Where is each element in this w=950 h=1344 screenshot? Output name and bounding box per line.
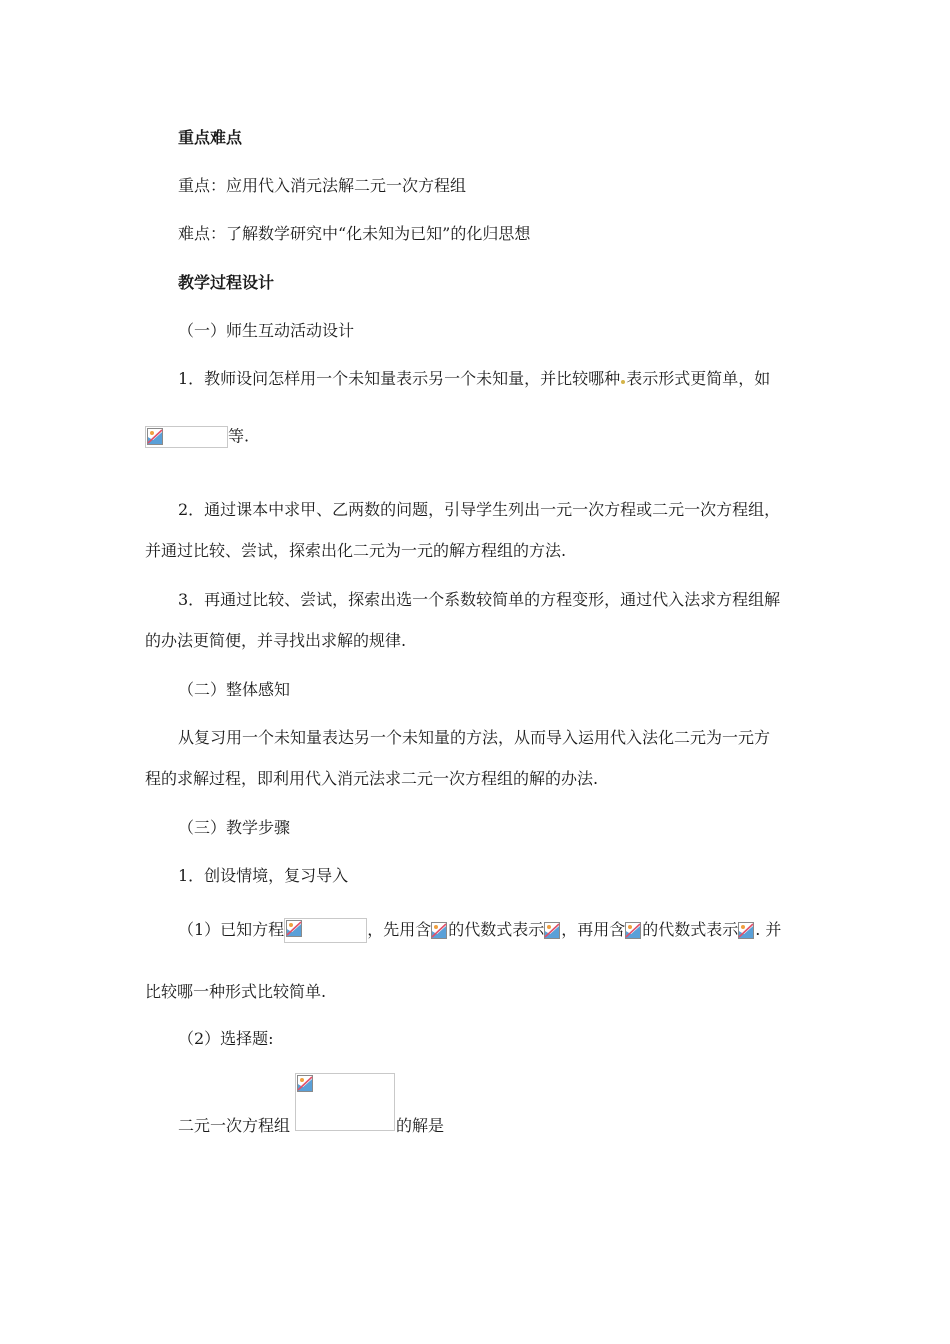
broken-image-icon [147, 428, 163, 445]
item-1-text-a: 1．教师设问怎样用一个未知量表示另一个未知量，并比较哪种 [178, 369, 621, 388]
broken-image-icon [297, 1075, 313, 1092]
q1-text-b: ，先用含 [367, 920, 432, 939]
overview-line-1: 从复习用一个未知量表达另一个未知量的方法，从而导入运用代入法化二元为一元方 [178, 728, 771, 747]
item-1-text-b: 表示形式更简单，如 [626, 369, 771, 388]
variable-image [544, 922, 561, 940]
equation-image [284, 918, 367, 943]
item-3-line-2: 的办法更简便，并寻找出求解的规律. [145, 631, 407, 650]
broken-image-icon [286, 920, 302, 937]
q1-text-f: . 并 [755, 920, 782, 939]
q1-text-a: （1）已知方程 [178, 920, 285, 939]
item-1-text [178, 369, 770, 389]
overview-line-2: 程的求解过程，即利用代入消元法求二元一次方程组的解的办法. [145, 769, 599, 788]
section-2-title: （二）整体感知 [178, 680, 291, 699]
item-3-line-1: 3．再通过比较、尝试，探索出选一个系数较简单的方程变形，通过代入法求方程组解 [178, 590, 781, 609]
item-2-line-2: 并通过比较、尝试，探索出化二元为一元的解方程组的方法. [145, 541, 567, 560]
step-1-title: 1．创设情境，复习导入 [178, 866, 349, 885]
q1-text-e: 的代数式表示 [642, 920, 739, 939]
variable-image [625, 922, 642, 940]
item-1-tail: 等. [228, 426, 250, 446]
question-1-line-1 [178, 918, 781, 943]
broken-image-icon [625, 922, 641, 939]
equation-system-image [295, 1073, 395, 1131]
section-3-title: （三）教学步骤 [178, 818, 291, 837]
broken-image-icon [544, 922, 560, 939]
equation-image [145, 426, 228, 448]
section-1-title: （一）师生互动活动设计 [178, 321, 355, 340]
broken-image-icon [431, 922, 447, 939]
heading-teaching-process: 教学过程设计 [178, 273, 275, 292]
heading-key-points: 重点难点 [178, 128, 243, 147]
q1-text-c: 的代数式表示 [448, 920, 545, 939]
broken-image-icon [738, 922, 754, 939]
variable-image [431, 922, 448, 940]
q1-text-d: ，再用含 [561, 920, 626, 939]
dot-mark [621, 380, 625, 384]
item-1-example-line [145, 426, 249, 448]
question-2-label: （2）选择题: [178, 1029, 274, 1048]
item-2-line-1: 2．通过课本中求甲、乙两数的问题，引导学生列出一元一次方程或二元一次方程组， [178, 500, 781, 519]
question-2-text-a: 二元一次方程组 [178, 1116, 291, 1135]
question-1-line-2: 比较哪一种形式比较简单. [145, 982, 327, 1001]
question-2-text-b: 的解是 [396, 1116, 445, 1135]
key-point-text: 重点：应用代入消元法解二元一次方程组 [178, 176, 467, 195]
variable-image [738, 922, 755, 940]
difficulty-text: 难点：了解数学研究中“化未知为已知”的化归思想 [178, 224, 531, 243]
